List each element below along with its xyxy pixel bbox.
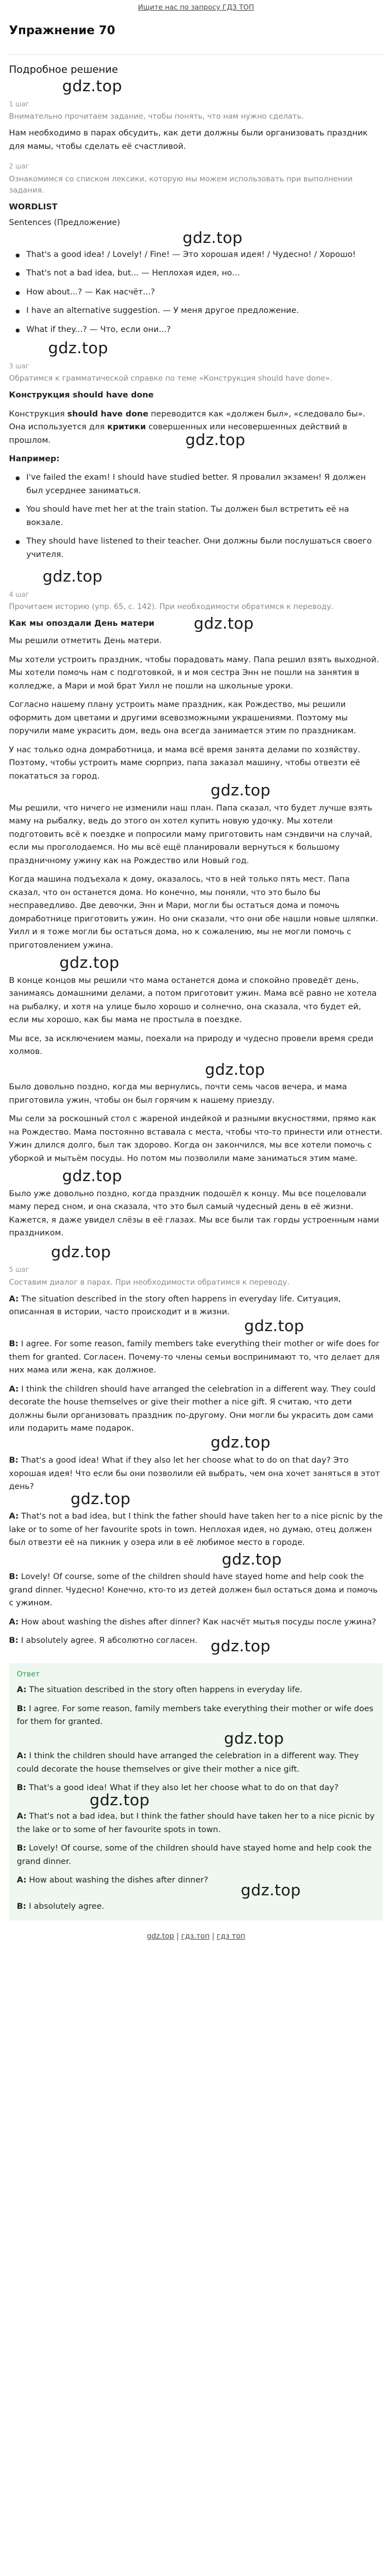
step-1-hint: Внимательно прочитаем задание, чтобы понять, что нам нужно сделать. [9,112,304,121]
story-paragraph: Мы хотели устроить праздник, чтобы порадовать маму. Папа решил взять выходной. Мы хотели помочь нам с подготовкой, я и моя сестра Энн не пошли на занятия в колледже, а Мари и мой брат Уилл не пошли на школьные уроки. [9,655,379,691]
step-5-label: 5 шаг [9,1266,30,1274]
answer-line [17,1810,375,1837]
list-item-text: I have an alternative suggestion. — У меня другое предложение. [26,306,299,316]
bullet [16,508,20,512]
footer-link[interactable]: гдз топ [217,1932,245,1941]
story-paragraph: Когда машина подъехала к дому, оказалось, что в ней только пять мест. Папа сказал, что он останется дома. Но конечно, мы поняли, что это было бы несправедливо. Две девочки, Энн и Мари, могли бы остаться дома и помочь домработнице приготовить ужин. Но они сказали, что они обе нашли новые шляпки. Уилл и я тоже могли бы остаться дома, но к сожалению, мы не могли помочь с приготовлением ужина. [9,875,379,950]
step-4-label: 4 шаг [9,590,30,598]
watermark: gdz.top [48,339,109,358]
watermark: gdz.top [185,430,246,449]
footer-separator: | [209,1932,217,1941]
speaker-label: A: [17,1751,27,1761]
story-paragraph: Мы все, за исключением мамы, поехали на природу и чудесно провели время среди холмов. [9,1034,374,1057]
story-paragraph: Согласно нашему плану устроить маме праздник, как Рождество, мы решили оформить дом цветами и другими всевозможными украшениями. Поэтому мы поручили маме украсить дом, ведь она всегда занимается этим по праздникам. [9,700,357,736]
answer-box [9,1663,383,1921]
answer-text: How about washing the dishes after dinner? [26,1876,208,1885]
sentences-title: Sentences (Предложение) [9,218,120,227]
step-5-hint: Составим диалог в парах. При необходимости обратимся к переводу. [9,1277,290,1287]
step-3-heading: Конструкция should have done [9,391,154,400]
answer-label: Ответ [17,1670,40,1679]
dialogue-line [9,1571,383,1610]
list-item [9,305,383,317]
list-item-text: That's a good idea! / Lovely! / Fine! — Это хорошая идея! / Чудесно! / Хорошо! [26,250,356,259]
story-paragraph: Было уже довольно поздно, когда праздник подошёл к концу. Мы все поцеловали маму перед сном, и она сказала, что это был самый чудесный день в её жизни. Кажется, я даже увидел слёзы в её глазах. Мы все были так горды устроенным нами праздником. [9,1189,379,1238]
list-item [9,471,383,498]
step-3-label: 3 шаг [9,362,30,370]
text-run-bold: критики [107,423,146,432]
list-item-text: I've failed the exam! I should have studied better. Я провалил экзамен! Я должен был усерднее заниматься. [26,473,366,495]
dialogue-text: How about washing the dishes after dinner? Как насчёт мытья посуды после ужина? [18,1617,376,1627]
watermark: gdz.top [211,1636,271,1655]
top-search-link-text[interactable]: Ищите нас по запросу ГДЗ ТОП [138,3,254,11]
answer-line [17,1782,375,1795]
answer-text: That's a good idea! What if they also let her choose what to do on that day? [26,1783,339,1793]
answer-line [17,1750,375,1776]
footer-links [9,1931,383,1946]
dialogue-line [9,1383,383,1436]
story-paragraph: Было довольно поздно, когда мы вернулись, почти семь часов вечера, и мама приготовила ужин, чтобы он был горячим к нашему приезду. [9,1083,347,1105]
page-content [0,21,392,1946]
speaker-label: A: [17,1876,27,1885]
list-item [9,535,383,561]
speaker-label: B: [17,1783,26,1793]
watermark: gdz.top [183,228,243,247]
dialogue-text: The situation described in the story often happens in everyday life. Ситуация, описанная в истории, часто происходит и в жизни. [9,1294,341,1317]
answer-line [17,1703,375,1729]
story-paragraph: Мы решили отметить День матери. [9,636,162,646]
dialogue-line [9,1293,383,1319]
text-run: Конструкция [9,409,68,419]
speaker-label: A: [9,1384,19,1394]
speaker-label: B: [17,1844,26,1853]
list-item [9,249,383,261]
dialogue-line [9,1510,383,1549]
watermark: gdz.top [211,781,271,800]
watermark: gdz.top [43,567,103,586]
dialogue-text: That's a good idea! What if they also let her choose what to do on that day? Это хорошая идея! Что если бы они позволили ей выбрать, чем она хочет заняться в этот день? [9,1456,380,1492]
dialogue-text: I absolutely agree. Я абсолютно согласен. [18,1636,198,1646]
example-title: Например: [9,454,60,463]
speaker-label: A: [9,1617,19,1627]
watermark: gdz.top [244,1317,305,1336]
story-title: Как мы опоздали День матери [9,619,155,629]
answer-text: The situation described in the story often happens in everyday life. [26,1685,302,1695]
list-item [9,267,383,280]
list-item-text: What if they...? — Что, если они...? [26,325,171,334]
step-1-text: Нам необходимо в парах обсудить, как дети должны были организовать праздник для мамы, чтобы сделать её счастливой. [9,129,368,151]
footer-link[interactable]: гдз.топ [181,1932,210,1941]
watermark: gdz.top [241,1880,301,1899]
speaker-label: B: [9,1456,18,1465]
list-item [9,286,383,299]
footer-separator: | [174,1932,181,1941]
speaker-label: B: [17,1704,26,1713]
answer-line [17,1842,375,1868]
list-item-text: You should have met her at the train station. Ты должен был встретить её на вокзале. [26,505,349,527]
watermark: gdz.top [211,1433,271,1452]
dialogue-text: Lovely! Of course, some of the children should have stayed home and help cook the grand dinner. Чудесно! Конечно, кто-то из детей должен был остаться дома и помочь с ужином. [9,1572,378,1608]
text-run: совершенных или несовершенных действий в прошлом. [9,423,348,445]
speaker-label: A: [9,1294,19,1304]
dialogue-text: I think the children should have arranged the celebration in a different way. They could decorate the house themselves or give their mother a nice gift. Я считаю, что дети должны были организовать праздник по-другому. Они могли бы украсить дом сами или подарить маме подарок. [9,1384,376,1433]
story-paragraph: В конце концов мы решили что мама останется дома и спокойно проведёт день, занимаясь домашними делами, а потом приготовит ужин. Мама всё равно не хотела на рыбалку, и хотя на улице было хорошо и солнечно, она сказала, что будет ей, если мы хорошо, как бы мама не простыла в поездке. [9,976,377,1025]
dialogue-line [9,1616,383,1629]
watermark: gdz.top [224,1729,284,1748]
bullet [16,254,20,257]
dialogue-text: That's not a bad idea, but I think the father should have taken her to a nice picnic by the lake or to some of her favourite spots in town. Неплохая идея, но думаю, отец должен был отвезти её на пикник у озера или в её любимое место в городе. [9,1512,383,1548]
top-search-link[interactable] [0,0,392,15]
list-item-text: They should have listened to their teacher. Они должны были послушаться своего учителя. [26,537,372,559]
dialogue-text: I agree. For some reason, family members take everything their mother or wife does for them for granted. Согласен. Почему-то члены семьи воспринимают то, что делает для них мама или жена, как должное. [9,1339,380,1375]
list-item-text: That's not a bad idea, but... — Неплохая идея, но... [26,269,240,278]
speaker-label: A: [9,1512,19,1521]
wordlist-heading: WORDLIST [9,203,58,212]
list-item [9,324,383,336]
list-item-text: How about...? — Как насчёт...? [26,287,155,297]
watermark: gdz.top [62,77,123,96]
speaker-label: B: [9,1572,18,1582]
dialogue-line [9,1454,383,1493]
speaker-label: A: [17,1812,27,1821]
section-subtitle: Подробное решение [9,64,118,76]
step-1-label: 1 шаг [9,100,30,108]
story-paragraph: Мы решили, что ничего не изменили наш план. Папа сказал, что будет лучше взять маму на рыбалку, ведь до этого он хотел купить новую удочку. Мы хотели подготовить всё к поездке и попросили маму приготовить нам сэндвичи на случай, если мы проголодаемся. Но мы всё ещё планировали вернуться к большому праздничному ужину как на Рождество или Новый год. [9,803,372,865]
bullet [16,272,20,276]
speaker-label: B: [9,1636,18,1646]
dialogue-line [9,1338,383,1377]
list-item [9,503,383,530]
watermark: gdz.top [194,613,254,633]
step-3-hint: Обратимся к грамматической справке по теме «Конструкция should have done». [9,374,333,383]
bullet [16,540,20,544]
story-paragraph: У нас только одна домработница, и мама всё время занята делами по хозяйству. Поэтому, чтобы устроить маме сюрприз, папа заказал машину, чтобы отвезти её покататься за город. [9,745,361,781]
story-paragraph: Мы сели за роскошный стол с жареной индейкой и разными вкусностями, прямо как на Рождество. Мама постоянно вставала с места, чтобы что-то принести или отнести. Ужин длился долго, был так здорово. Когда он закончился, мы все хотели помочь с уборкой и мытьём посуды. Но потом мы позволили маме заниматься этим маме. [9,1114,383,1163]
step-2-hint: Ознакомимся со списком лексики, которую мы можем использовать при выполнении задания. [9,174,353,195]
divider [9,54,383,55]
answer-text: I think the children should have arranged the celebration in a different way. They could decorate the house themselves or give their mother a nice gift. [17,1751,359,1774]
speaker-label: A: [17,1685,27,1695]
bullet [16,310,20,313]
watermark: gdz.top [51,1242,111,1261]
bullet [16,291,20,295]
answer-text: I agree. For some reason, family members take everything their mother or wife does for them for granted. [17,1704,374,1727]
page-title: Упражнение 70 [9,24,115,37]
watermark: gdz.top [222,1549,282,1568]
speaker-label: B: [9,1339,18,1349]
answer-text: That's not a bad idea, but I think the father should have taken her to a nice picnic by the lake or to some of her favourite spots in town. [17,1812,375,1834]
watermark: gdz.top [90,1790,150,1809]
text-run: переводится как «должен был», «следовало бы». Она используется для [9,409,366,432]
step-4-hint: Прочитаем историю (упр. 65, с. 142). При необходимости обратимся к переводу. [9,602,334,612]
answer-text: I absolutely agree. [26,1902,105,1912]
answer-text: Lovely! Of course, some of the children should have stayed home and help cook the grand dinner. [17,1844,372,1866]
watermark: gdz.top [71,1489,131,1508]
step-2-label: 2 шаг [9,162,30,171]
answer-line [17,1684,375,1697]
answer-line [17,1900,375,1913]
bullet [16,329,20,332]
bullet [16,476,20,480]
footer-link[interactable]: gdz.top [147,1932,174,1941]
speaker-label: B: [17,1902,26,1912]
watermark: gdz.top [62,1167,123,1186]
watermark: gdz.top [59,953,120,972]
text-run-bold: should have done [67,409,148,419]
watermark: gdz.top [205,1060,265,1079]
